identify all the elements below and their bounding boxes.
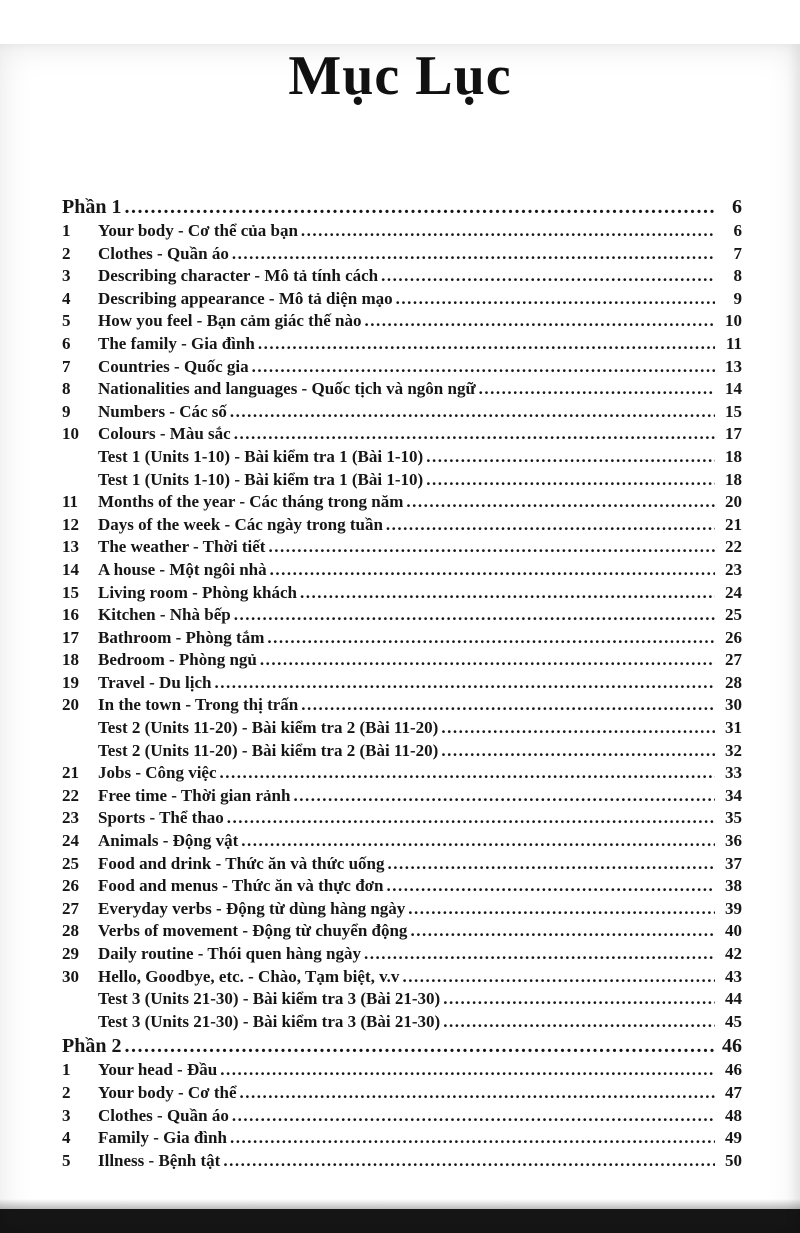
toc-row [62, 627, 742, 650]
entry-label: Free time - Thời gian rảnh [98, 785, 291, 805]
entry-label: Countries - Quốc gia [98, 356, 249, 376]
toc-row [62, 559, 742, 582]
leader-dots [234, 604, 715, 627]
entry-label: Phần 1 [62, 196, 122, 218]
entry-page: 23 [725, 559, 742, 579]
entry-page: 45 [725, 1011, 742, 1031]
toc-row [62, 220, 742, 243]
entry-number: 4 [62, 288, 71, 308]
entry-label: Your body - Cơ thể của bạn [98, 221, 298, 240]
entry-number: 26 [62, 876, 79, 896]
entry-label: Describing character - Mô tả tính cách [98, 266, 379, 286]
leader-dots [268, 536, 715, 559]
entry-label: Hello, Goodbye, etc. - Chào, Tạm biệt, v.v [98, 966, 400, 986]
entry-label: Animals - Động vật [98, 831, 239, 851]
page-title: Mục Lục [288, 45, 512, 107]
entry-page: 25 [725, 605, 742, 625]
leader-dots [402, 966, 715, 989]
entry-label: Days of the week - Các ngày trong tuần [98, 514, 383, 534]
entry-number: 18 [62, 650, 79, 670]
toc-row [62, 649, 742, 672]
entry-number: 24 [62, 831, 79, 851]
toc-row [62, 582, 742, 605]
entry-label: Colours - Màu sắc [98, 424, 231, 444]
entry-number: 6 [62, 333, 71, 353]
entry-label: Phần 2 [62, 1035, 122, 1058]
entry-label: Food and drink - Thức ăn và thức uống [98, 853, 385, 873]
entry-number: 29 [62, 944, 79, 963]
entry-page: 30 [725, 695, 742, 715]
toc-row [62, 288, 742, 311]
entry-page: 7 [733, 243, 742, 263]
leader-dots [214, 672, 715, 695]
entry-page: 46 [722, 1035, 742, 1058]
leader-dots [220, 1059, 715, 1082]
entry-label: Test 1 (Units 1-10) - Bài kiểm tra 1 (Bài 1-10) [98, 469, 424, 489]
entry-label: Bathroom - Phòng tắm [98, 627, 265, 647]
entry-number: 5 [62, 311, 71, 331]
entry-label: Family - Gia đình [98, 1128, 227, 1148]
entry-page: 40 [725, 921, 742, 941]
leader-dots [408, 898, 715, 921]
toc-row [62, 310, 742, 333]
entry-label: Everyday verbs - Động từ dùng hàng ngày [98, 898, 406, 918]
entry-number: 16 [62, 605, 79, 625]
toc-row [62, 265, 742, 288]
entry-label: Test 3 (Units 21-30) - Bài kiểm tra 3 (Bài 21-30) [98, 989, 441, 1009]
entry-number: 13 [62, 537, 79, 557]
leader-dots [410, 920, 715, 943]
toc-row [62, 401, 742, 424]
leader-dots [230, 1127, 715, 1150]
toc-row [62, 514, 742, 537]
leader-dots [426, 446, 715, 469]
leader-dots [232, 1105, 715, 1128]
entry-number: 21 [62, 763, 79, 783]
entry-page: 46 [725, 1060, 742, 1080]
entry-label: Bedroom - Phòng ngủ [98, 650, 257, 670]
entry-number: 2 [62, 1082, 71, 1102]
entry-label: Kitchen - Nhà bếp [98, 605, 231, 625]
entry-page: 38 [725, 876, 742, 896]
leader-dots [234, 423, 715, 446]
entry-page: 6 [732, 196, 742, 218]
scan-bottom-shadow [0, 1199, 800, 1209]
leader-dots [426, 469, 715, 492]
entry-label: Test 1 (Units 1-10) - Bài kiểm tra 1 (Bài 1-10) [98, 446, 424, 466]
leader-dots [301, 694, 715, 717]
entry-page: 50 [725, 1150, 742, 1170]
leader-dots [258, 333, 715, 356]
toc-row [62, 423, 742, 446]
leader-dots [441, 740, 715, 763]
entry-page: 6 [733, 221, 742, 240]
leader-dots [241, 830, 715, 853]
entry-number: 3 [62, 1105, 71, 1125]
entry-page: 15 [725, 401, 742, 421]
entry-label: Verbs of movement - Động từ chuyển động [98, 921, 408, 941]
entry-page: 14 [725, 379, 742, 399]
entry-number: 14 [62, 559, 79, 579]
leader-dots [267, 627, 715, 650]
entry-label: Test 2 (Units 11-20) - Bài kiểm tra 2 (Bài 11-20) [98, 740, 439, 760]
toc-row [62, 740, 742, 763]
toc-row [62, 807, 742, 830]
toc-row [62, 604, 742, 627]
entry-label: Jobs - Công việc [98, 763, 217, 783]
leader-dots [479, 378, 715, 401]
leader-dots [301, 220, 715, 243]
entry-page: 18 [725, 469, 742, 489]
entry-page: 17 [725, 424, 742, 444]
toc-row [62, 333, 742, 356]
entry-page: 10 [725, 311, 742, 331]
leader-dots [124, 194, 715, 220]
leader-dots [396, 288, 715, 311]
entry-number: 7 [62, 356, 71, 376]
entry-page: 9 [733, 288, 742, 308]
entry-label: Your head - Đầu [98, 1060, 218, 1080]
leader-dots [223, 1150, 715, 1173]
toc-row [62, 491, 742, 514]
entry-label: Clothes - Quần áo [98, 1105, 229, 1125]
entry-page: 33 [725, 763, 742, 783]
entry-label: Nationalities and languages - Quốc tịch và ngôn ngữ [98, 379, 476, 399]
toc-row [62, 943, 742, 966]
toc-row [62, 1059, 742, 1082]
leader-dots [124, 1033, 715, 1059]
entry-label: A house - Một ngôi nhà [98, 559, 267, 579]
toc-row [62, 830, 742, 853]
leader-dots [381, 265, 715, 288]
leader-dots [443, 988, 715, 1011]
entry-number: 15 [62, 582, 79, 602]
entry-number: 2 [62, 243, 71, 263]
entry-page: 36 [725, 831, 742, 851]
entry-number: 12 [62, 514, 79, 534]
toc-row [62, 1127, 742, 1150]
toc-list [62, 194, 742, 1172]
toc-row [62, 966, 742, 989]
entry-page: 27 [725, 650, 742, 670]
toc-row [62, 672, 742, 695]
entry-page: 24 [725, 582, 742, 602]
entry-number: 20 [62, 695, 79, 715]
entry-page: 49 [725, 1128, 742, 1148]
leader-dots [387, 875, 715, 898]
entry-label: Sports - Thể thao [98, 808, 224, 828]
entry-page: 34 [725, 785, 742, 805]
leader-dots [364, 310, 715, 333]
scan-bottom-bar [0, 1209, 800, 1233]
entry-number: 1 [62, 221, 71, 240]
entry-label: Describing appearance - Mô tả diện mạo [98, 288, 393, 308]
toc-row [62, 785, 742, 808]
toc-row [62, 717, 742, 740]
leader-dots [300, 582, 715, 605]
entry-number: 5 [62, 1150, 71, 1170]
entry-label: Living room - Phòng khách [98, 582, 298, 602]
leader-dots [386, 514, 715, 537]
leader-dots [227, 807, 715, 830]
entry-number: 10 [62, 424, 79, 444]
entry-page: 42 [725, 944, 742, 963]
entry-page: 20 [725, 492, 742, 512]
leader-dots [364, 943, 715, 966]
entry-page: 48 [725, 1105, 742, 1125]
entry-label: Daily routine - Thói quen hàng ngày [98, 944, 361, 963]
entry-label: The family - Gia đình [98, 333, 255, 353]
entry-label: Clothes - Quần áo [98, 243, 229, 263]
entry-number: 23 [62, 808, 79, 828]
toc-row [62, 1033, 742, 1059]
toc-row [62, 1082, 742, 1105]
entry-label: Test 3 (Units 21-30) - Bài kiểm tra 3 (Bài 21-30) [98, 1011, 441, 1031]
entry-number: 30 [62, 966, 79, 986]
entry-number: 4 [62, 1128, 71, 1148]
entry-number: 17 [62, 627, 79, 647]
entry-label: How you feel - Bạn cảm giác thế nào [98, 311, 362, 331]
leader-dots [270, 559, 715, 582]
entry-page: 8 [733, 266, 742, 286]
toc-row [62, 194, 742, 220]
toc-row [62, 898, 742, 921]
entry-page: 32 [725, 740, 742, 760]
entry-label: The weather - Thời tiết [98, 537, 266, 557]
entry-number: 3 [62, 266, 71, 286]
entry-number: 8 [62, 379, 71, 399]
entry-number: 27 [62, 898, 79, 918]
toc-row [62, 762, 742, 785]
toc-row [62, 469, 742, 492]
entry-number: 22 [62, 785, 79, 805]
entry-page: 13 [725, 356, 742, 376]
leader-dots [443, 1011, 715, 1034]
leader-dots [230, 401, 715, 424]
entry-label: Illness - Bệnh tật [98, 1150, 221, 1170]
leader-dots [240, 1082, 715, 1105]
entry-page: 28 [725, 672, 742, 692]
toc-row [62, 446, 742, 469]
entry-number: 19 [62, 672, 79, 692]
entry-label: Test 2 (Units 11-20) - Bài kiểm tra 2 (Bài 11-20) [98, 718, 439, 738]
entry-label: Your body - Cơ thể [98, 1082, 237, 1102]
entry-page: 39 [725, 898, 742, 918]
entry-number: 1 [62, 1060, 71, 1080]
toc-row [62, 243, 742, 266]
entry-page: 47 [725, 1082, 742, 1102]
entry-page: 11 [725, 333, 742, 353]
toc-row [62, 1105, 742, 1128]
entry-page: 44 [725, 989, 742, 1009]
entry-page: 37 [725, 853, 742, 873]
leader-dots [260, 649, 715, 672]
leader-dots [220, 762, 715, 785]
entry-label: Food and menus - Thức ăn và thực đơn [98, 876, 384, 896]
leader-dots [406, 491, 715, 514]
entry-page: 43 [725, 966, 742, 986]
toc-row [62, 378, 742, 401]
toc-row [62, 694, 742, 717]
toc-row [62, 536, 742, 559]
leader-dots [232, 243, 715, 266]
entry-page: 35 [725, 808, 742, 828]
toc-row [62, 356, 742, 379]
entry-number: 28 [62, 921, 79, 941]
entry-number: 11 [62, 492, 79, 512]
entry-page: 21 [725, 514, 742, 534]
entry-page: 26 [725, 627, 742, 647]
toc-row [62, 1011, 742, 1034]
toc-row [62, 988, 742, 1011]
toc-row [62, 853, 742, 876]
entry-label: Travel - Du lịch [98, 672, 212, 692]
leader-dots [252, 356, 715, 379]
entry-label: Numbers - Các số [98, 401, 227, 421]
entry-label: Months of the year - Các tháng trong năm [98, 492, 404, 512]
entry-page: 18 [725, 446, 742, 466]
entry-number: 9 [62, 401, 71, 421]
leader-dots [441, 717, 715, 740]
leader-dots [388, 853, 715, 876]
leader-dots [293, 785, 715, 808]
toc-row [62, 920, 742, 943]
entry-label: In the town - Trong thị trấn [98, 695, 299, 715]
entry-page: 31 [725, 718, 742, 738]
entry-number: 25 [62, 853, 79, 873]
toc-row [62, 1150, 742, 1173]
toc-row [62, 875, 742, 898]
entry-page: 22 [725, 537, 742, 557]
